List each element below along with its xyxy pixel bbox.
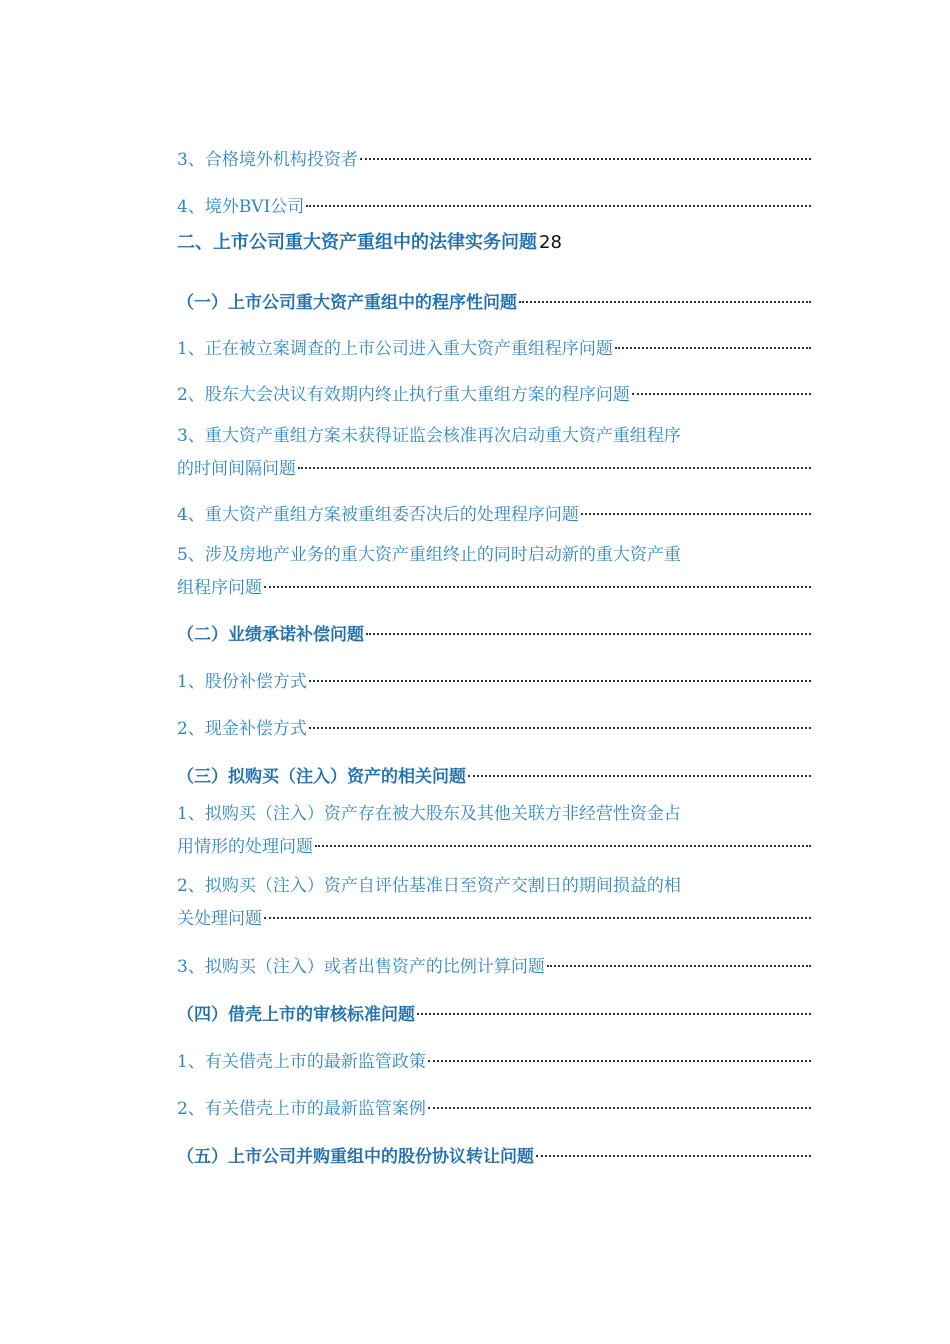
toc-section-performance[interactable] [177, 614, 811, 647]
toc-section-assets[interactable] [177, 756, 811, 789]
toc-entry-restart-interval[interactable] [177, 424, 811, 481]
toc-entry-bvi[interactable] [177, 186, 811, 219]
dot-leader [468, 751, 811, 777]
dot-leader [428, 1083, 811, 1109]
toc-section-text: （五）上市公司并购重组中的股份协议转让问题 [177, 1147, 534, 1167]
toc-section-text: （一）上市公司重大资产重组中的程序性问题 [177, 293, 517, 313]
toc-entry-text: 4、重大资产重组方案被重组委否决后的处理程序问题 [177, 505, 579, 525]
toc-entry-text: 1、有关借壳上市的最新监管政策 [177, 1052, 426, 1072]
dot-leader [298, 443, 811, 469]
dot-leader [417, 989, 811, 1015]
toc-entry-ratio-calculation[interactable] [177, 946, 811, 979]
dot-leader [306, 181, 811, 207]
toc-entry-text: 4、境外BVI公司 [177, 197, 305, 217]
toc-entry-line1: 3、重大资产重组方案未获得证监会核准再次启动重大资产重组程序 [177, 426, 681, 446]
toc-section-text: （三）拟购买（注入）资产的相关问题 [177, 767, 466, 787]
toc-entry-text: 2、股东大会决议有效期内终止执行重大重组方案的程序问题 [177, 385, 630, 405]
dot-leader [581, 489, 811, 515]
toc-section-share-transfer[interactable] [177, 1136, 811, 1169]
dot-leader [536, 1131, 811, 1157]
dot-leader [315, 821, 811, 847]
toc-entry-interim-profit-loss[interactable] [177, 874, 811, 931]
page-number: 28 [539, 232, 562, 253]
toc-entry-regulatory-cases[interactable] [177, 1088, 811, 1121]
toc-section-text: （四）借壳上市的审核标准问题 [177, 1005, 415, 1025]
dot-leader [519, 277, 811, 303]
toc-entry-line1: 5、涉及房地产业务的重大资产重组终止的同时启动新的重大资产重 [177, 545, 681, 565]
toc-entry-rejection[interactable] [177, 494, 811, 527]
dot-leader [360, 134, 811, 160]
toc-entry-line1: 1、拟购买（注入）资产存在被大股东及其他关联方非经营性资金占 [177, 804, 681, 824]
toc-entry-investigation[interactable] [177, 328, 811, 361]
toc-entry-regulatory-policy[interactable] [177, 1041, 811, 1074]
toc-entry-termination[interactable] [177, 374, 811, 407]
dot-leader [264, 562, 811, 588]
toc-heading-text: 二、上市公司重大资产重组中的法律实务问题 [177, 232, 537, 253]
toc-entry-text: 3、合格境外机构投资者 [177, 150, 358, 170]
toc-entry-cash-compensation[interactable] [177, 708, 811, 741]
toc-entry-line2: 用情形的处理问题 [177, 837, 313, 857]
dot-leader [632, 369, 811, 395]
toc-section-backdoor-listing[interactable] [177, 994, 811, 1027]
toc-heading-legal-practice[interactable] [177, 231, 811, 255]
dot-leader [264, 893, 811, 919]
dot-leader [309, 703, 811, 729]
toc-section-text: （二）业绩承诺补偿问题 [177, 625, 364, 645]
dot-leader [615, 323, 811, 349]
toc-entry-text: 3、拟购买（注入）或者出售资产的比例计算问题 [177, 957, 545, 977]
toc-entry-share-compensation[interactable] [177, 661, 811, 694]
toc-entry-fund-occupation[interactable] [177, 802, 811, 859]
toc-entry-line2: 的时间间隔问题 [177, 459, 296, 479]
toc-entry-line2: 组程序问题 [177, 578, 262, 598]
toc-entry-line1: 2、拟购买（注入）资产自评估基准日至资产交割日的期间损益的相 [177, 876, 681, 896]
dot-leader [428, 1036, 811, 1062]
dot-leader [547, 941, 811, 967]
toc-entry-text: 2、有关借壳上市的最新监管案例 [177, 1099, 426, 1119]
dot-leader [366, 609, 811, 635]
dot-leader [309, 656, 811, 682]
toc-entry-line2: 关处理问题 [177, 909, 262, 929]
toc-entry-text: 1、股份补偿方式 [177, 672, 307, 692]
toc-entry-qfii[interactable] [177, 139, 811, 172]
toc-section-procedural[interactable] [177, 282, 811, 315]
toc-entry-real-estate[interactable] [177, 543, 811, 600]
toc-entry-text: 1、正在被立案调查的上市公司进入重大资产重组程序问题 [177, 339, 613, 359]
toc-entry-text: 2、现金补偿方式 [177, 719, 307, 739]
